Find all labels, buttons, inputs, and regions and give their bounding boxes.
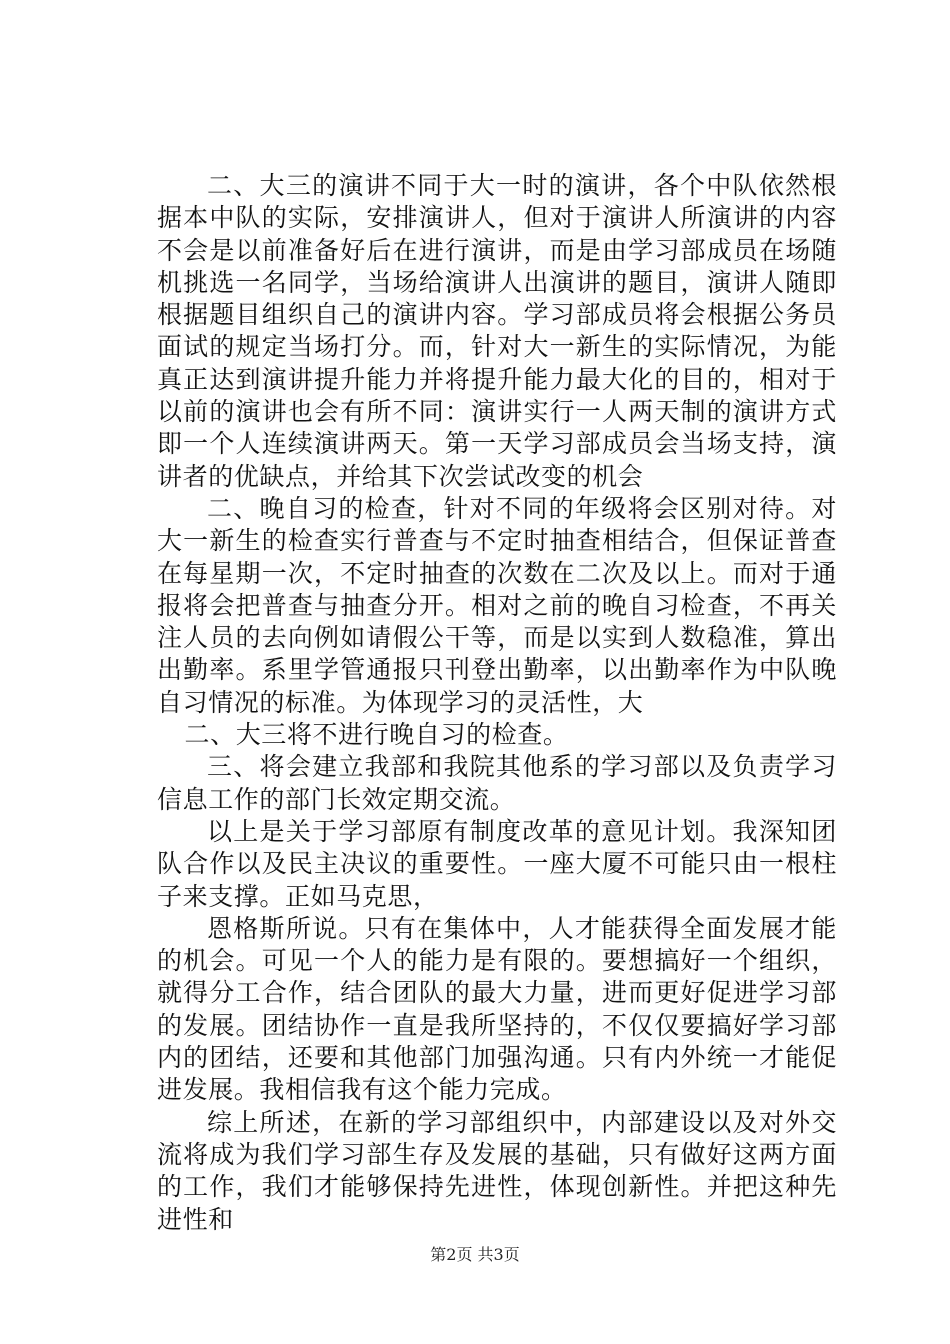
paragraph-summary-plan: 以上是关于学习部原有制度改革的意见计划。我深知团队合作以及民主决议的重要性。一座大厦不可能只由一根柱子来支撑。正如马克思， (157, 816, 837, 911)
paragraph-exchange: 三、将会建立我部和我院其他系的学习部以及负责学习信息工作的部门长效定期交流。 (157, 752, 837, 814)
paragraph-senior-no-check: 二、大三将不进行晚自习的检查。 (184, 720, 569, 750)
paragraph-teamwork: 恩格斯所说。只有在集体中，人才能获得全面发展才能的机会。可见一个人的能力是有限的。要想搞好一个组织，就得分工合作，结合团队的最大力量，进而更好促进学习部的发展。团结协作一直是我所坚持的，不仅仅要搞好学习部内的团结，还要和其他部门加强沟通。只有内外统一才能促进发展。我相信我有这个能力完成。 (157, 913, 837, 1105)
paragraph-conclusion: 综上所述，在新的学习部组织中，内部建设以及对外交流将成为我们学习部生存及发展的基础，只有做好这两方面的工作，我们才能够保持先进性，体现创新性。并把这种先进性和 (157, 1107, 837, 1234)
body-text (157, 170, 837, 1236)
page-number-footer: 第2页 共3页 (430, 1245, 520, 1264)
paragraph-speech: 二、大三的演讲不同于大一时的演讲，各个中队依然根据本中队的实际，安排演讲人，但对于演讲人所演讲的内容不会是以前准备好后在进行演讲，而是由学习部成员在场随机挑选一名同学，当场给演讲人出演讲的题目，演讲人随即根据题目组织自己的演讲内容。学习部成员将会根据公务员面试的规定当场打分。而，针对大一新生的实际情况，为能真正达到演讲提升能力并将提升能力最大化的目的，相对于以前的演讲也会有所不同：演讲实行一人两天制的演讲方式即一个人连续演讲两天。第一天学习部成员会当场支持，演讲者的优缺点，并给其下次尝试改变的机会 (157, 171, 837, 491)
paragraph-evening-study: 二、晚自习的检查，针对不同的年级将会区别对待。对大一新生的检查实行普查与不定时抽查相结合，但保证普查在每星期一次，不定时抽查的次数在二次及以上。而对于通报将会把普查与抽查分开。相对之前的晚自习检查，不再关注人员的去向例如请假公干等，而是以实到人数稳准，算出出勤率。系里学管通报只刊登出勤率，以出勤率作为中队晚自习情况的标准。为体现学习的灵活性，大 (157, 493, 837, 717)
